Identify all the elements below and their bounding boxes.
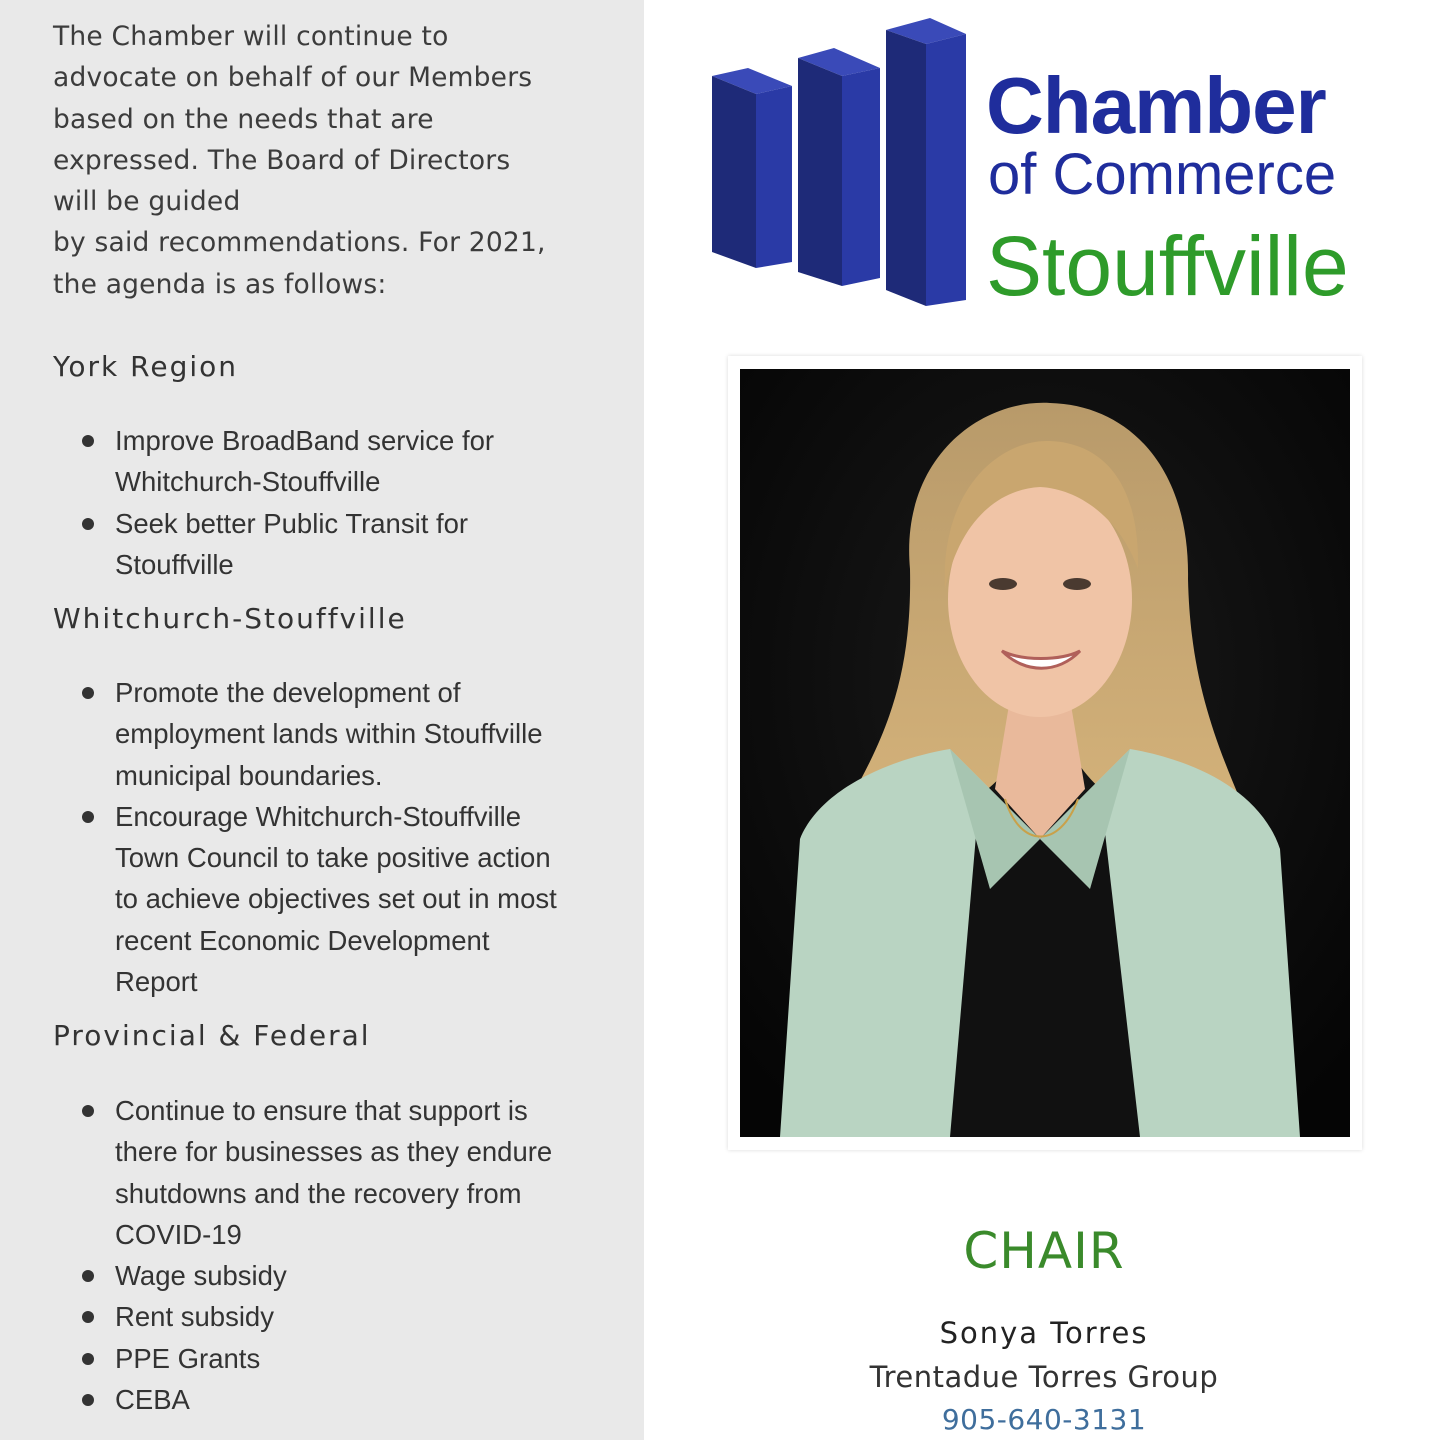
bullet-icon — [82, 687, 94, 699]
section-heading-provincial-federal: Provincial & Federal — [53, 1019, 371, 1052]
intro-paragraph — [53, 16, 593, 305]
list-item: Continue to ensure that support is there for businesses as they endure shutdowns and the recovery from COVID-19 — [53, 1090, 593, 1255]
intro-line: The Chamber will continue to — [53, 21, 449, 52]
intro-line: will be guided — [53, 186, 241, 218]
intro-line: based on the needs that are — [53, 103, 434, 135]
bullet-icon — [82, 1105, 94, 1117]
section-heading-whitchurch-stouffville: Whitchurch-Stouffville — [53, 602, 407, 635]
person-name: Sonya Torres — [939, 1316, 1149, 1350]
list-item: Encourage Whitchurch-Stouffville Town Council to take positive action to achieve objectives set out in most recent Economic Development Report — [53, 796, 593, 1002]
intro-line: the agenda is as follows: — [53, 268, 387, 300]
list-item: PPE Grants — [53, 1338, 593, 1379]
bullet-icon — [82, 435, 94, 447]
logo-commerce-text: of Commerce — [988, 142, 1337, 207]
list-item: CEBA — [53, 1379, 593, 1420]
logo-stouffville-text: Stouffville — [986, 219, 1349, 313]
list-item: Rent subsidy — [53, 1296, 593, 1337]
portrait-illustration-icon — [740, 369, 1350, 1137]
whitchurch-stouffville-list — [53, 672, 593, 1002]
bullet-icon — [82, 811, 94, 823]
agenda-panel — [0, 0, 644, 1440]
intro-line: advocate on behalf of our Members — [53, 62, 533, 94]
bullet-icon — [82, 1353, 94, 1365]
bullet-icon — [82, 518, 94, 530]
phone-link[interactable]: 905-640-3131 — [941, 1403, 1147, 1436]
provincial-federal-list — [53, 1090, 593, 1420]
portrait-frame — [728, 356, 1362, 1150]
portrait-photo — [740, 369, 1350, 1137]
list-item: Improve BroadBand service for Whitchurch-Stouffville — [53, 420, 593, 503]
company-name: Trentadue Torres Group — [869, 1360, 1219, 1394]
logo-chamber-text: Chamber — [986, 61, 1326, 150]
intro-line: by said recommendations. For 2021, — [53, 227, 546, 259]
section-heading-york-region: York Region — [53, 350, 238, 383]
role-title: CHAIR — [963, 1222, 1125, 1280]
chamber-logo-bars-icon — [708, 16, 970, 308]
list-item: Wage subsidy — [53, 1255, 593, 1296]
intro-line: expressed. The Board of Directors — [53, 144, 511, 176]
york-region-list — [53, 420, 593, 585]
bullet-icon — [82, 1270, 94, 1282]
list-item: Seek better Public Transit for Stouffville — [53, 503, 593, 586]
bullet-icon — [82, 1311, 94, 1323]
bullet-icon — [82, 1394, 94, 1406]
list-item: Promote the development of employment lands within Stouffville municipal boundaries. — [53, 672, 593, 796]
